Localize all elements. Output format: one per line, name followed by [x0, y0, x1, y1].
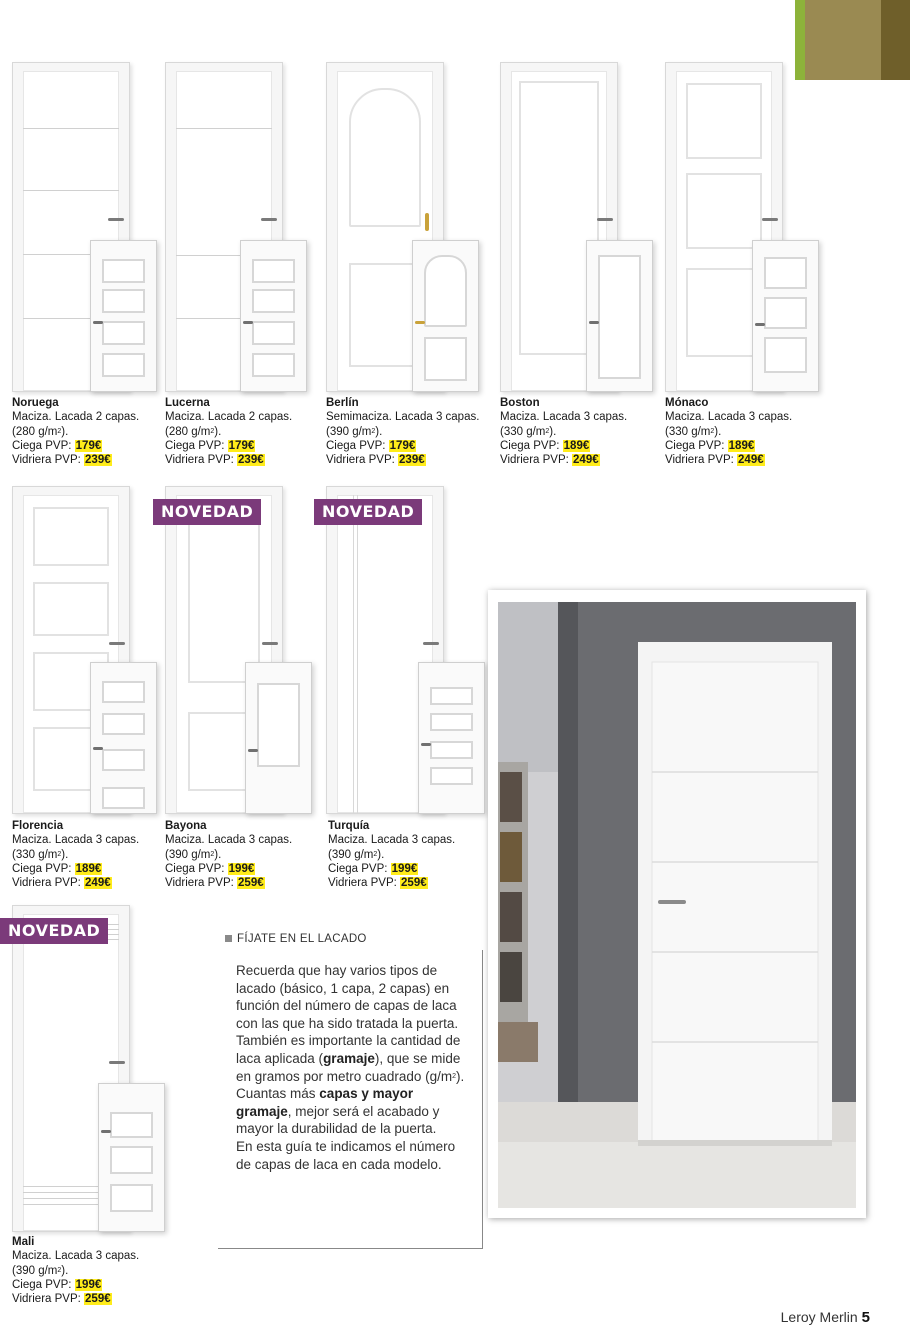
price-ciega: 189€ — [728, 439, 755, 452]
price-vidriera: 259€ — [401, 877, 427, 890]
product-caption-mali: Mali Maciza. Lacada 3 capas. (390 $g/m^2$). Ciega PVP: 199€ Vidriera PVP: 259€ — [12, 1236, 140, 1306]
product-caption-florencia: Florencia Maciza. Lacada 3 capas. (330 $g/m^2$). Ciega PVP: 189€ Vidriera PVP: 249€ — [12, 820, 140, 890]
tip-title: FÍJATE EN EL LACADO — [237, 933, 367, 945]
price-ciega: 189€ — [75, 862, 102, 875]
corner-decoration-green — [795, 0, 805, 80]
price-vidriera: 249€ — [573, 454, 599, 467]
price-vidriera: 249€ — [738, 454, 764, 467]
price-ciega: 179€ — [389, 439, 416, 452]
price-vidriera: 239€ — [238, 454, 264, 467]
price-vidriera: 259€ — [238, 877, 264, 890]
tip-text: Recuerda que hay varios tipos de lacado (básico, 1 capa, 2 capas) en función del número de capas de laca con las que ha sido tratada la puerta. También es importante la cantidad de laca aplicada (gramaje), que se mide en gramos por metro cuadrado $(g/m^2)$. Cuantas más capas y mayor gramaje, mejor será el acabado y mayor la durabilidad de la puerta. En esta guía te indicamos el número de capas de laca en cada modelo. — [236, 963, 465, 1172]
price-ciega: 199€ — [228, 862, 255, 875]
glazed-door-image-bayona — [245, 662, 312, 814]
product-caption-lucerna: Lucerna Maciza. Lacada 2 capas. (280 $g/m^2$). Ciega PVP: 179€ Vidriera PVP: 239€ — [165, 397, 293, 467]
product-caption-turquia: Turquía Maciza. Lacada 3 capas. (390 $g/m^2$). Ciega PVP: 199€ Vidriera PVP: 259€ — [328, 820, 456, 890]
glazed-door-image-noruega — [90, 240, 157, 392]
glazed-door-image-turquia — [418, 662, 485, 814]
glazed-door-image-florencia — [90, 662, 157, 814]
tip-bullet-square — [225, 935, 232, 942]
price-vidriera: 239€ — [399, 454, 425, 467]
glazed-door-image-lucerna — [240, 240, 307, 392]
glazed-door-image-mali — [98, 1083, 165, 1232]
brand-name: Leroy Merlin — [780, 1309, 858, 1325]
novedad-badge-turquia: NOVEDAD — [314, 499, 422, 525]
corner-decoration-dark — [881, 0, 910, 80]
price-vidriera: 259€ — [85, 1293, 111, 1306]
glazed-door-image-berlin — [412, 240, 479, 392]
product-caption-bayona: Bayona Maciza. Lacada 3 capas. (390 $g/m^2$). Ciega PVP: 199€ Vidriera PVP: 259€ — [165, 820, 293, 890]
novedad-badge-bayona: NOVEDAD — [153, 499, 261, 525]
glazed-door-image-boston — [586, 240, 653, 392]
price-ciega: 179€ — [228, 439, 255, 452]
price-ciega: 179€ — [75, 439, 102, 452]
price-ciega: 189€ — [563, 439, 590, 452]
product-caption-noruega: Noruega Maciza. Lacada 2 capas. (280 $g/m^2$). Ciega PVP: 179€ Vidriera PVP: 239€ — [12, 397, 140, 467]
novedad-badge-mali: NOVEDAD — [0, 918, 108, 944]
price-vidriera: 249€ — [85, 877, 111, 890]
glazed-door-image-monaco — [752, 240, 819, 392]
product-caption-berlin: Berlín Semimaciza. Lacada 3 capas. (390 $g/m^2$). Ciega PVP: 179€ Vidriera PVP: 239€ — [326, 397, 480, 467]
product-caption-boston: Boston Maciza. Lacada 3 capas. (330 $g/m^2$). Ciega PVP: 189€ Vidriera PVP: 249€ — [500, 397, 628, 467]
page-footer — [781, 1309, 870, 1326]
price-ciega: 199€ — [391, 862, 418, 875]
price-vidriera: 239€ — [85, 454, 111, 467]
price-ciega: 199€ — [75, 1278, 102, 1291]
corner-decoration — [795, 0, 881, 80]
interior-photo — [488, 590, 866, 1218]
page-number: 5 — [861, 1309, 870, 1326]
product-caption-monaco: Mónaco Maciza. Lacada 3 capas. (330 $g/m^2$). Ciega PVP: 189€ Vidriera PVP: 249€ — [665, 397, 793, 467]
